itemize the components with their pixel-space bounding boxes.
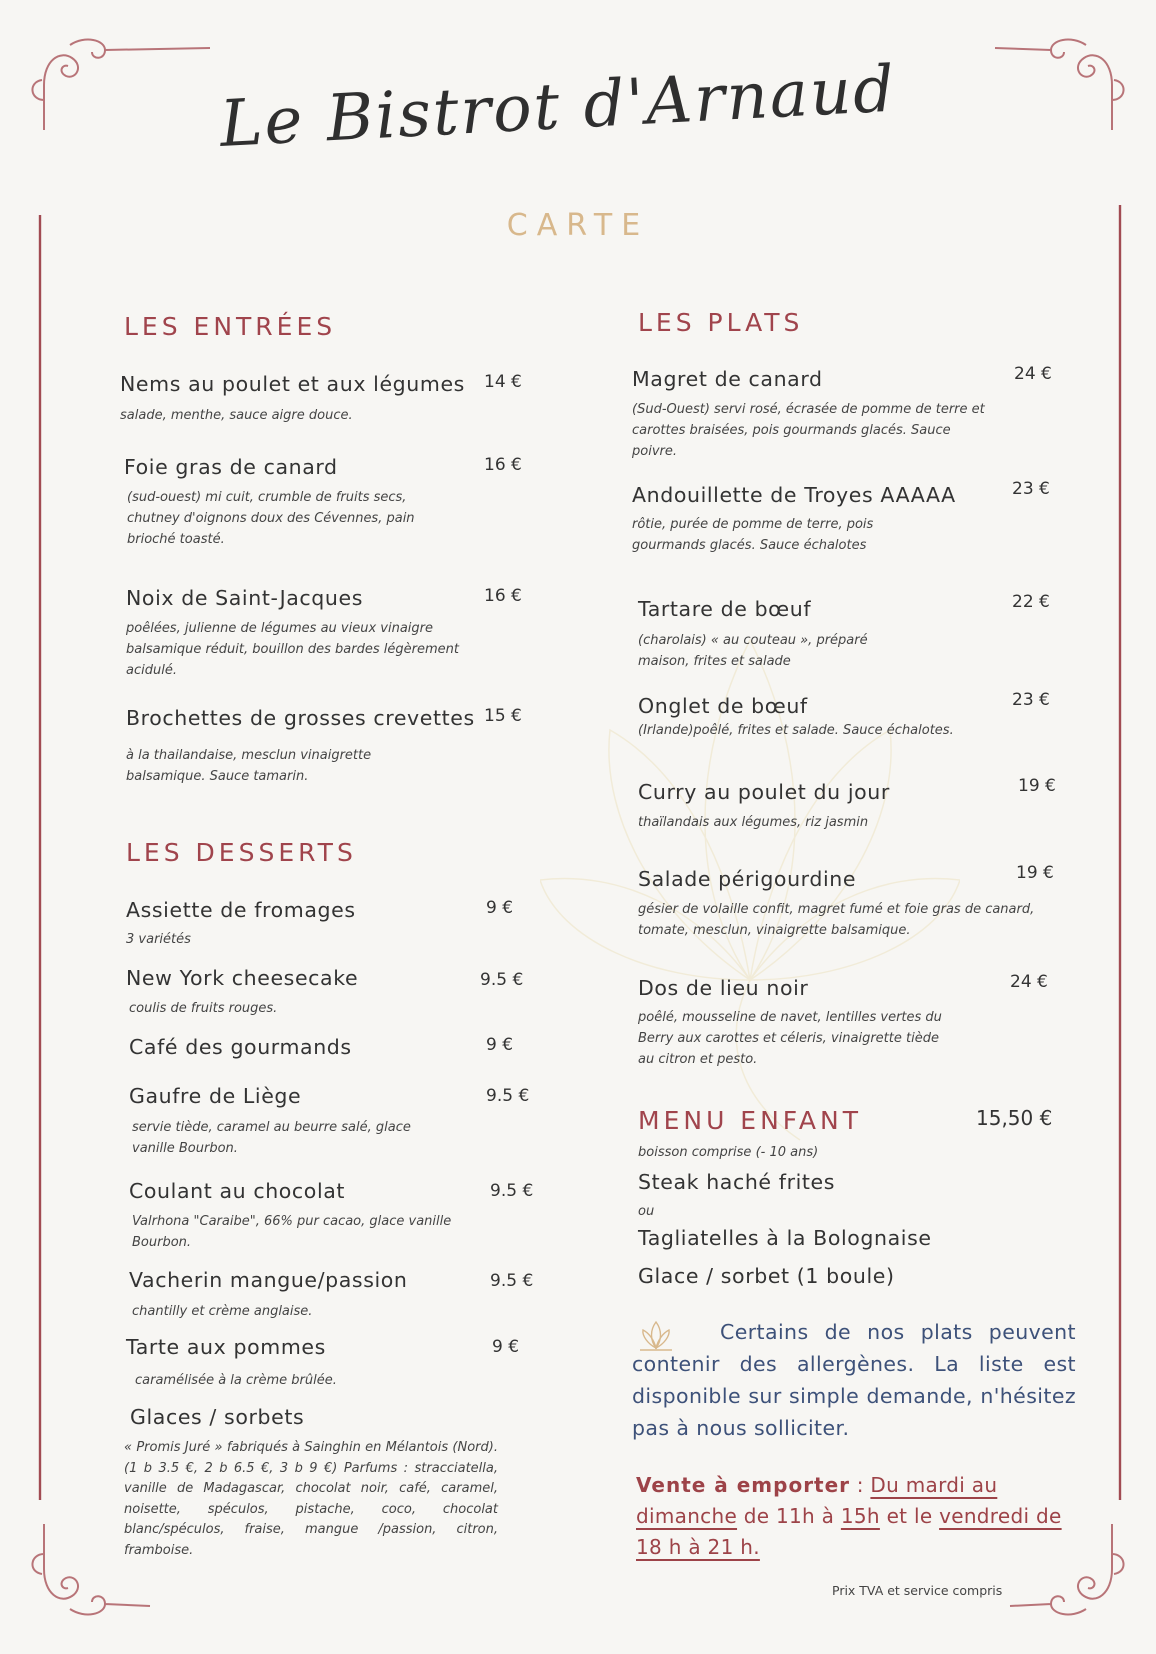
item-price: 9.5 €	[490, 1271, 534, 1291]
item-name: Glaces / sorbets	[130, 1405, 305, 1429]
takeaway-hour-start: 11h	[775, 1504, 815, 1528]
item-description: 3 variétés	[126, 932, 191, 947]
menu-enfant-dessert: Glace / sorbet (1 boule)	[638, 1264, 895, 1288]
item-name: Nems au poulet et aux légumes	[120, 372, 465, 396]
item-price: 22 €	[1012, 592, 1050, 612]
item-price: 9.5 €	[486, 1086, 530, 1106]
item-price: 14 €	[484, 372, 522, 392]
item-price: 24 €	[1014, 364, 1052, 384]
menu-enfant-choice-1: Steak haché frites	[638, 1170, 836, 1194]
menu-enfant-price: 15,50 €	[976, 1106, 1053, 1130]
takeaway-text: et le	[879, 1504, 940, 1528]
item-name: Café des gourmands	[129, 1035, 352, 1059]
takeaway-hour-end: 15h	[840, 1504, 880, 1528]
item-price: 19 €	[1018, 776, 1056, 796]
item-name: Andouillette de Troyes AAAAA	[632, 483, 956, 507]
item-name: Noix de Saint-Jacques	[126, 586, 363, 610]
item-description: salade, menthe, sauce aigre douce.	[120, 408, 353, 423]
item-price: 19 €	[1016, 863, 1054, 883]
desserts-title: LES DESSERTS	[126, 838, 357, 867]
item-description: coulis de fruits rouges.	[129, 1001, 278, 1016]
item-price: 9 €	[486, 1035, 514, 1055]
takeaway-label: Vente à emporter	[636, 1473, 851, 1497]
item-description: Valrhona "Caraibe", 66% pur cacao, glace vanille Bourbon.	[132, 1214, 452, 1250]
item-description: à la thailandaise, mesclun vinaigrette balsamique. Sauce tamarin.	[126, 748, 372, 784]
item-name: Magret de canard	[632, 367, 823, 391]
takeaway-friday: vendredi de 18 h à 21 h.	[636, 1504, 1062, 1559]
item-description: poêlé, mousseline de navet, lentilles vertes du Berry aux carottes et céleris, vinaigrette tiède au citron et pesto.	[638, 1010, 942, 1067]
item-price: 9 €	[486, 898, 514, 918]
takeaway-text: de	[737, 1504, 776, 1528]
item-name: Vacherin mangue/passion	[129, 1268, 408, 1292]
item-name: New York cheesecake	[126, 966, 359, 990]
takeaway-text: à	[815, 1504, 841, 1528]
item-description: (Irlande)poêlé, frites et salade. Sauce échalotes.	[638, 723, 954, 738]
item-name: Curry au poulet du jour	[638, 780, 890, 804]
item-price: 9 €	[492, 1337, 520, 1357]
item-price: 23 €	[1012, 479, 1050, 499]
menu-enfant-choice-2: Tagliatelles à la Bolognaise	[638, 1226, 932, 1250]
item-name: Dos de lieu noir	[638, 976, 809, 1000]
item-description: caramélisée à la crème brûlée.	[135, 1373, 337, 1388]
item-description: « Promis Juré » fabriqués à Sainghin en Mélantois (Nord). (1 b 3.5 €, 2 b 6.5 €, 3 b 9 €) Parfums : stracciatella, vanille de Madagascar, chocolat noir, café, caramel, noisette, spéculos, pistache, coco, chocolat blanc/spéculos, fraise, mangue /passion, citron, framboise.	[124, 1440, 498, 1558]
item-price: 24 €	[1010, 972, 1048, 992]
item-price: 9.5 €	[490, 1181, 534, 1201]
item-description: (Sud-Ouest) servi rosé, écrasée de pomme de terre et carottes braisées, pois gourmands glacés. Sauce poivre.	[632, 402, 985, 459]
item-name: Coulant au chocolat	[129, 1179, 346, 1203]
takeaway-sep: :	[850, 1473, 871, 1497]
item-price: 9.5 €	[480, 970, 524, 990]
item-price: 16 €	[484, 455, 522, 475]
item-price: 15 €	[484, 706, 522, 726]
item-description: gésier de volaille confit, magret fumé et foie gras de canard, tomate, mesclun, vinaigrette balsamique.	[638, 902, 1035, 938]
item-description: thaïlandais aux légumes, riz jasmin	[638, 815, 869, 830]
item-description: (sud-ouest) mi cuit, crumble de fruits secs, chutney d'oignons doux des Cévennes, pain brioché toasté.	[127, 490, 415, 547]
item-price: 23 €	[1012, 690, 1050, 710]
plats-title: LES PLATS	[638, 308, 804, 337]
menu-enfant-or: ou	[638, 1204, 655, 1219]
item-name: Salade périgourdine	[638, 867, 857, 891]
menu-enfant-title: MENU ENFANT	[638, 1106, 862, 1135]
item-description: chantilly et crème anglaise.	[132, 1304, 313, 1319]
item-description: (charolais) « au couteau », préparé maison, frites et salade	[638, 633, 868, 669]
restaurant-name: Le Bistrot d'Arnaud	[218, 52, 898, 162]
footer-note: Prix TVA et service compris	[832, 1583, 1003, 1598]
item-name: Foie gras de canard	[124, 455, 338, 479]
item-description: servie tiède, caramel au beurre salé, glace vanille Bourbon.	[132, 1120, 411, 1156]
takeaway-days: Du mardi au dimanche	[636, 1473, 998, 1528]
item-description: rôtie, purée de pomme de terre, pois gourmands glacés. Sauce échalotes	[632, 517, 874, 553]
item-description: poêlées, julienne de légumes au vieux vinaigre balsamique réduit, bouillon des bardes légèrement acidulé.	[126, 621, 459, 678]
menu-label: CARTE	[506, 208, 650, 243]
item-name: Tarte aux pommes	[126, 1335, 326, 1359]
item-price: 16 €	[484, 586, 522, 606]
entrees-title: LES ENTRÉES	[124, 312, 337, 341]
item-name: Tartare de bœuf	[638, 597, 812, 621]
menu-enfant-note: boisson comprise (- 10 ans)	[638, 1145, 819, 1160]
item-name: Brochettes de grosses crevettes	[126, 706, 475, 730]
item-name: Gaufre de Liège	[129, 1084, 302, 1108]
item-name: Onglet de bœuf	[638, 694, 808, 718]
item-name: Assiette de fromages	[126, 898, 356, 922]
takeaway-info	[636, 1470, 1080, 1563]
allergen-notice: Certains de nos plats peuvent contenir des allergènes. La liste est disponible sur simple demande, n'hésitez pas à nous solliciter.	[632, 1320, 1076, 1440]
